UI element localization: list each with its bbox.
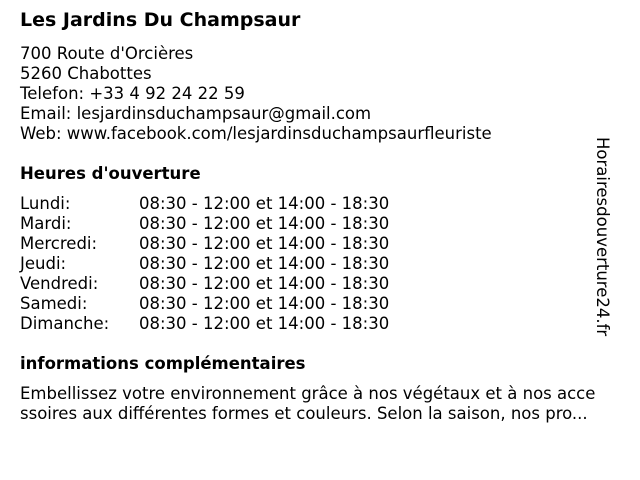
day-label: Mardi: [20,214,72,233]
hours-row [20,314,440,334]
hours-row [20,234,440,254]
hours-row [20,194,440,214]
info-line: Embellissez votre environnement grâce à nos végétaux et à nos acce [20,384,596,403]
info-line: ssoires aux différentes formes et couleurs. Selon la saison, nos pro... [20,404,588,423]
time-range: 08:30 - 12:00 et 14:00 - 18:30 [139,194,390,213]
email-address: Email: lesjardinsduchampsaur@gmail.com [20,104,372,123]
hours-row [20,294,440,314]
day-label: Jeudi: [20,254,67,273]
time-range: 08:30 - 12:00 et 14:00 - 18:30 [139,254,390,273]
day-label: Lundi: [20,194,71,213]
day-label: Dimanche: [20,314,110,333]
phone-number: Telefon: +33 4 92 24 22 59 [20,84,245,103]
opening-hours-heading: Heures d'ouverture [20,164,201,183]
address-street: 700 Route d'Orcières [20,44,194,63]
time-range: 08:30 - 12:00 et 14:00 - 18:30 [139,214,390,233]
time-range: 08:30 - 12:00 et 14:00 - 18:30 [139,234,390,253]
day-label: Vendredi: [20,274,99,293]
hours-row [20,254,440,274]
website-url: Web: www.facebook.com/lesjardinsduchampsaurfleuriste [20,124,492,143]
time-range: 08:30 - 12:00 et 14:00 - 18:30 [139,294,390,313]
additional-info-heading: informations complémentaires [20,354,306,373]
contact-block [20,44,492,144]
business-name: Les Jardins Du Champsaur [20,9,301,31]
additional-info-text [20,384,630,424]
address-city: 5260 Chabottes [20,64,152,83]
day-label: Samedi: [20,294,88,313]
time-range: 08:30 - 12:00 et 14:00 - 18:30 [139,314,390,333]
opening-hours-table [20,194,440,334]
hours-row [20,214,440,234]
site-watermark: Horairesdouverture24.fr [593,137,612,337]
time-range: 08:30 - 12:00 et 14:00 - 18:30 [139,274,390,293]
hours-row [20,274,440,294]
day-label: Mercredi: [20,234,98,253]
